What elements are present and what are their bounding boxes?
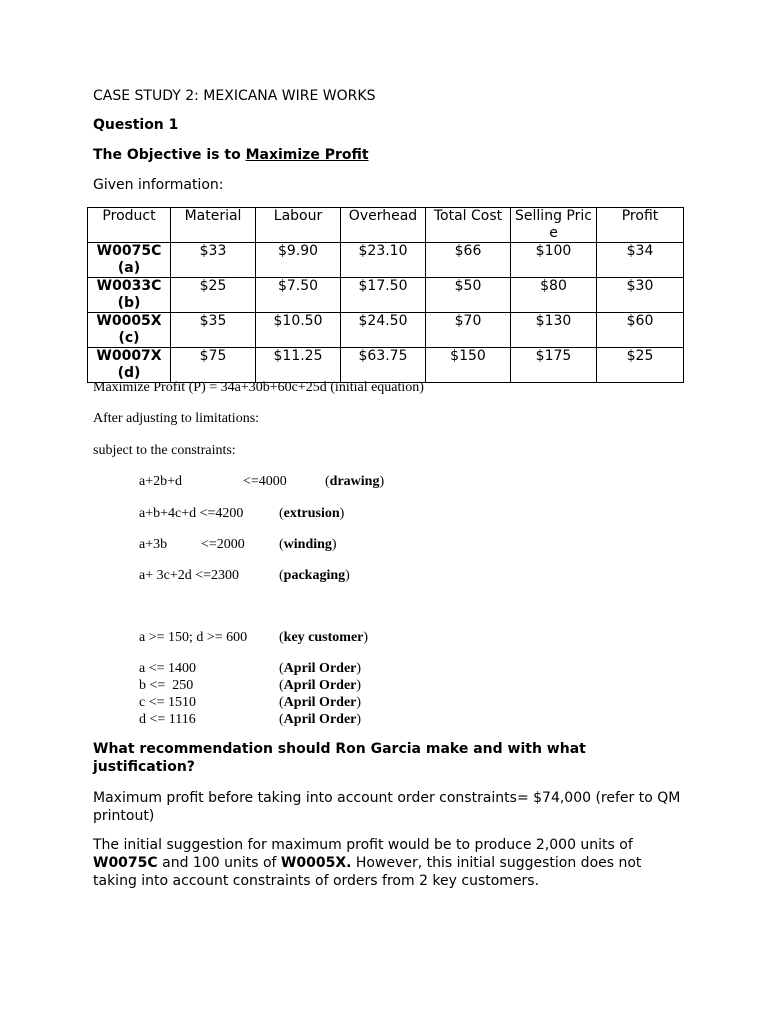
- paragraph-text: The initial suggestion for maximum profit would be to produce 2,000 units of: [93, 837, 633, 853]
- paragraph-text: However, this initial suggestion does not taking into account constraints of orders from 2 key customers.: [93, 855, 642, 889]
- constraint-expression: a+ 3c+2d <=2300: [139, 568, 240, 583]
- table-cell: W0007X (d): [88, 348, 171, 383]
- constraint-expression: d <= 1116: [139, 712, 196, 727]
- table-cell: $9.90: [256, 243, 341, 278]
- constraint-label: key customer: [283, 630, 364, 645]
- constraint-label: April Order: [283, 712, 357, 727]
- table-cell: $10.50: [256, 313, 341, 348]
- constraint-expression: a+3b: [139, 537, 168, 552]
- table-cell: W0075C (a): [88, 243, 171, 278]
- column-header: Labour: [256, 208, 341, 243]
- max-profit-paragraph: Maximum profit before taking into account order constraints= $74,000 (refer to QM printout): [93, 790, 681, 824]
- table-cell: $70: [426, 313, 511, 348]
- table-cell: $7.50: [256, 278, 341, 313]
- table-row: [88, 348, 684, 383]
- table-cell: $25: [597, 348, 684, 383]
- table-cell: $11.25: [256, 348, 341, 383]
- table-cell: $175: [511, 348, 597, 383]
- table-cell: $60: [597, 313, 684, 348]
- constraint-label: packaging: [283, 568, 346, 583]
- product-code: W0005X.: [280, 855, 352, 871]
- constraints-intro: subject to the constraints:: [93, 443, 236, 458]
- table-cell: $24.50: [341, 313, 426, 348]
- constraint-label: winding: [283, 537, 332, 552]
- column-header: Material: [171, 208, 256, 243]
- constraint-expression: b <= 250: [139, 678, 194, 693]
- constraint-expression: a+2b+d: [139, 474, 183, 489]
- constraint-expression: c <= 1510: [139, 695, 197, 710]
- constraint-operator: <=4000: [243, 474, 287, 489]
- constraint-label: extrusion: [283, 506, 340, 521]
- table-header-row: [88, 208, 684, 243]
- table-cell: $130: [511, 313, 597, 348]
- constraint-operator: <=2000: [201, 537, 245, 552]
- table-cell: $17.50: [341, 278, 426, 313]
- table-cell: $23.10: [341, 243, 426, 278]
- column-header: Profit: [597, 208, 684, 243]
- constraint-label: April Order: [283, 661, 357, 676]
- table-row: [88, 278, 684, 313]
- column-header: Overhead: [341, 208, 426, 243]
- table-cell: $63.75: [341, 348, 426, 383]
- objective-emphasis: Maximize Profit: [245, 147, 369, 163]
- table-cell: W0033C (b): [88, 278, 171, 313]
- table-cell: $80: [511, 278, 597, 313]
- initial-suggestion-paragraph: [93, 836, 663, 890]
- paragraph-text: and 100 units of: [157, 855, 281, 871]
- constraint-label: drawing: [329, 474, 380, 489]
- objective-prefix: The Objective is to: [93, 147, 246, 163]
- table-cell: W0005X (c): [88, 313, 171, 348]
- objective-equation: Maximize Profit (P) = 34a+30b+60c+25d (initial equation): [93, 380, 424, 395]
- table-cell: $66: [426, 243, 511, 278]
- table-cell: $35: [171, 313, 256, 348]
- table-row: [88, 313, 684, 348]
- table-cell: $100: [511, 243, 597, 278]
- recommendation-question: What recommendation should Ron Garcia make and with what justification?: [93, 741, 586, 775]
- column-header: Total Cost: [426, 208, 511, 243]
- table-cell: $25: [171, 278, 256, 313]
- column-header: Product: [88, 208, 171, 243]
- table-row: [88, 243, 684, 278]
- table-cell: $33: [171, 243, 256, 278]
- objective-line: [93, 146, 369, 164]
- table-cell: $150: [426, 348, 511, 383]
- product-code: W0075C: [93, 855, 158, 871]
- constraint-expression: a+b+4c+d <=4200: [139, 506, 244, 521]
- table-cell: $75: [171, 348, 256, 383]
- question-heading: Question 1: [93, 117, 179, 133]
- given-info-label: Given information:: [93, 177, 224, 193]
- cost-table: [87, 207, 684, 383]
- table-cell: $50: [426, 278, 511, 313]
- column-header: Selling Price: [511, 208, 597, 243]
- constraint-expression: a >= 150; d >= 600: [139, 630, 248, 645]
- after-adjusting-text: After adjusting to limitations:: [93, 411, 260, 426]
- table-cell: $34: [597, 243, 684, 278]
- table-cell: $30: [597, 278, 684, 313]
- constraint-expression: a <= 1400: [139, 661, 197, 676]
- constraint-label: April Order: [283, 695, 357, 710]
- constraint-label: April Order: [283, 678, 357, 693]
- document-title: CASE STUDY 2: MEXICANA WIRE WORKS: [93, 88, 376, 104]
